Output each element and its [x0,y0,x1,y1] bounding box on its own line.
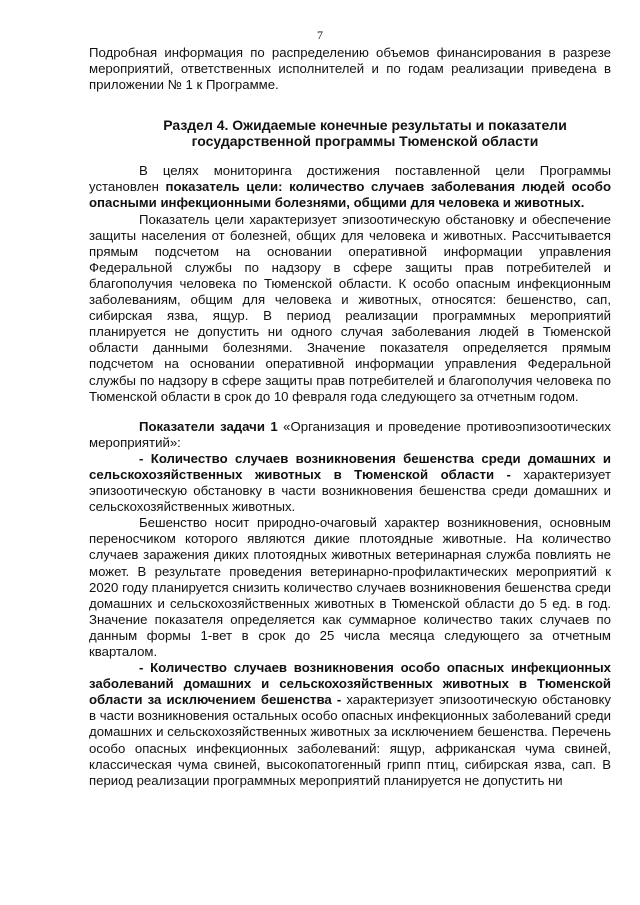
rabies-paragraph: Бешенство носит природно-очаговый характер возникновения, основным переносчиком которого являются дикие плотоядные животные. На количество случаев заражения диких плотоядных животных ветеринарная служба повлиять не может. В результате проведения ветеринарно-профилактических мероприятий к 2020 году планируется снизить количество случаев возникновения бешенства среди домашних и сельскохозяйственных животных в Тюменской области до 5 ед. в год. Значение показателя определяется как суммарное количество таких случаев по данным формы 1-вет в срок до 25 числа месяца следующего за отчетным кварталом. [89,515,611,659]
document-body [89,45,611,789]
indicator2-title: - Количество случаев возникновения особо опасных инфекционных заболеваний домашних и сельскохозяйственных животных в Тюменской области за исключением бешенства - [89,660,611,708]
goal-description-paragraph: Показатель цели характеризует эпизоотическую обстановку и обеспечение защиты населения от болезней, общих для человека и животных. Рассчитывается прямым подсчетом на основании оперативной информации управления Федеральной службы по надзору в сфере защиты прав потребителей и благополучия человека по Тюменской области. К особо опасным инфекционным заболеваниям, общим для человека и животных, относятся: бешенство, сап, сибирская язва, ящур. В период реализации программных мероприятий планируется не допустить ни одного случая заболевания людей в Тюменской области данными болезнями. Значение показателя определяется прямым подсчетом на основании оперативной информации управления Федеральной службы по надзору в сфере защиты прав потребителей и благополучия человека по Тюменской области в срок до 10 февраля года следующего за отчетным годом. [89,211,611,404]
indicator1-title: - Количество случаев возникновения бешенства среди домашних и сельскохозяйственных животных в Тюменской области - [89,450,611,482]
goal-paragraph-lead: В целях мониторинга достижения поставленной цели Программы установлен [89,163,611,195]
task-heading-title: Показатели задачи 1 [139,418,278,434]
page-number: 7 [317,28,323,42]
section-heading-line2: государственной программы Тюменской области [191,133,539,150]
indicator1-description: характеризует эпизоотическую обстановку в части возникновения бешенства среди домашних и сельскохозяйственных животных. [89,466,611,515]
intro-paragraph: Подробная информация по распределению объемов финансирования в разрезе мероприятий, ответственных исполнителей и по годам реализации приведена в приложении № 1 к Программе. [89,45,611,93]
section-heading-line1: Раздел 4. Ожидаемые конечные результаты и показатели [163,117,567,134]
goal-indicator-title: показатель цели: количество случаев заболевания людей особо опасными инфекционными болезнями, общими для человека и животных. [89,179,612,211]
section-heading [89,117,611,149]
task-heading-rest: «Организация и проведение противоэпизоотических мероприятий»: [89,418,612,450]
indicator2-paragraph [89,660,611,789]
task-heading-paragraph [89,419,611,451]
goal-paragraph [89,163,611,211]
indicator2-description: характеризует эпизоотическую обстановку в части возникновения остальных особо опасных инфекционных заболеваний среди домашних и сельскохозяйственных животных за исключением бешенства. Перечень особо опасных инфекционных заболеваний: ящур, африканская чума свиней, классическая чума свиней, высокопатогенный грипп птиц, сибирская язва, сап. В период реализации программных мероприятий планируется не допустить ни [89,692,611,788]
indicator1-paragraph [89,451,611,515]
